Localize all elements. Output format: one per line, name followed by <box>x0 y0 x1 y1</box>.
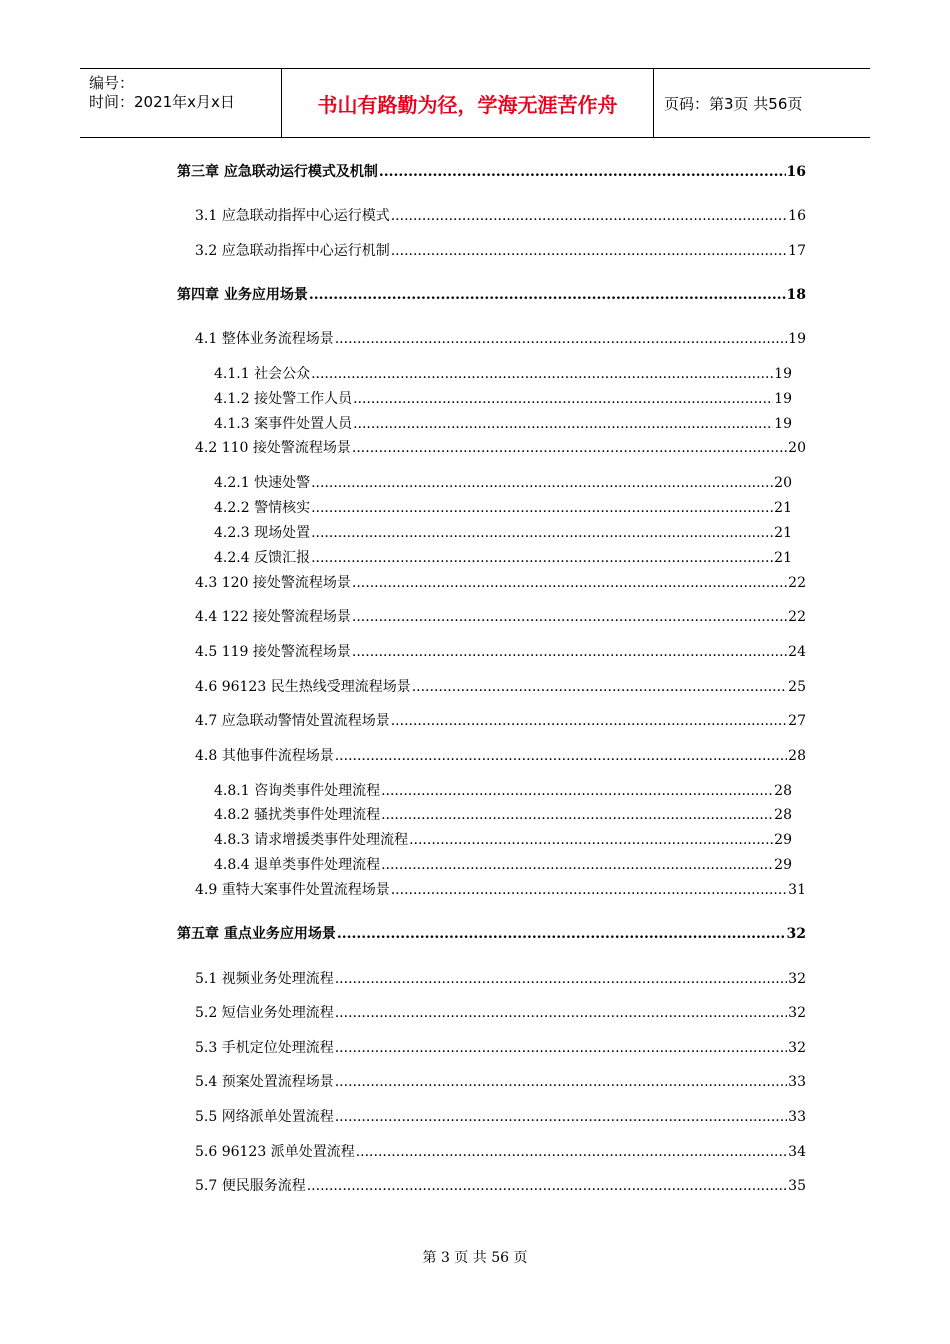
toc-leader-dots <box>335 968 787 990</box>
toc-entry-title: 4.8 其他事件流程场景 <box>195 748 334 764</box>
toc-entry-page: 22 <box>788 609 806 625</box>
toc-entry-title: 4.8.2 骚扰类事件处理流程 <box>214 807 381 823</box>
toc-entry-title: 4.2 110 接处警流程场景 <box>195 440 351 456</box>
toc-leader-dots <box>311 363 773 385</box>
toc-entry-page: 28 <box>774 807 792 823</box>
toc-entry-page: 20 <box>774 475 792 491</box>
page-header <box>80 68 870 138</box>
toc-entry-title: 4.7 应急联动警情处置流程场景 <box>195 713 390 729</box>
toc-entry-page: 19 <box>788 331 806 347</box>
toc-entry-title: 4.1.2 接处警工作人员 <box>214 391 353 407</box>
toc-entry-page: 19 <box>774 366 792 382</box>
toc-entry-title: 4.2.4 反馈汇报 <box>214 550 311 566</box>
number-label: 编号： <box>89 74 135 92</box>
toc-entry-title: 5.3 手机定位处理流程 <box>195 1040 334 1056</box>
toc-entry-page: 20 <box>788 440 806 456</box>
toc-leader-dots <box>391 240 787 262</box>
toc-leader-dots <box>311 522 773 544</box>
toc-entry[interactable] <box>214 854 792 876</box>
toc-entry[interactable] <box>195 710 806 732</box>
toc-leader-dots <box>352 641 787 663</box>
toc-entry[interactable] <box>195 572 806 594</box>
toc-entry[interactable] <box>214 388 792 410</box>
toc-leader-dots <box>409 829 773 851</box>
time-label: 时间：2021年x月x日 <box>89 93 235 111</box>
toc-entry[interactable] <box>195 676 806 698</box>
toc-entry-page: 17 <box>788 243 806 259</box>
toc-leader-dots <box>352 606 787 628</box>
toc-entry[interactable] <box>195 641 806 663</box>
toc-entry[interactable] <box>195 606 806 628</box>
toc-entry-title: 4.2.3 现场处置 <box>214 525 311 541</box>
toc-entry-title: 4.1.3 案事件处置人员 <box>214 416 353 432</box>
toc-leader-dots <box>335 1106 787 1128</box>
toc-entry-title: 4.1.1 社会公众 <box>214 366 311 382</box>
toc-entry-title: 4.2.2 警情核实 <box>214 500 311 516</box>
toc-entry[interactable] <box>195 1141 806 1163</box>
toc-leader-dots <box>391 205 787 227</box>
toc-entry[interactable] <box>214 522 792 544</box>
toc-entry-title: 5.6 96123 派单处置流程 <box>195 1144 355 1160</box>
toc-entry-page: 31 <box>788 882 806 898</box>
toc-leader-dots <box>352 437 787 459</box>
toc-entry[interactable] <box>195 240 806 262</box>
toc-leader-dots <box>335 1037 787 1059</box>
toc-leader-dots <box>335 745 787 767</box>
toc-entry-page: 29 <box>774 832 792 848</box>
toc-entry[interactable] <box>177 284 806 306</box>
toc-entry-page: 16 <box>786 164 806 180</box>
toc-leader-dots <box>311 472 773 494</box>
toc-entry-title: 4.8.1 咨询类事件处理流程 <box>214 783 381 799</box>
toc-leader-dots <box>353 388 773 410</box>
toc-entry-page: 35 <box>788 1178 806 1194</box>
toc-entry-title: 4.4 122 接处警流程场景 <box>195 609 351 625</box>
toc-entry-page: 19 <box>774 391 792 407</box>
toc-entry-title: 5.2 短信业务处理流程 <box>195 1005 334 1021</box>
toc-entry[interactable] <box>195 328 806 350</box>
toc-entry-page: 25 <box>788 679 806 695</box>
toc-leader-dots <box>309 284 786 306</box>
toc-entry-page: 21 <box>774 525 792 541</box>
header-page-info: 页码：第3页 共56页 <box>664 94 803 113</box>
toc-entry-title: 4.8.4 退单类事件处理流程 <box>214 857 381 873</box>
toc-entry[interactable] <box>195 1106 806 1128</box>
toc-entry-page: 21 <box>774 500 792 516</box>
toc-entry-title: 4.5 119 接处警流程场景 <box>195 644 351 660</box>
toc-leader-dots <box>335 1002 787 1024</box>
toc-entry[interactable] <box>214 780 792 802</box>
toc-entry-page: 34 <box>788 1144 806 1160</box>
toc-entry-page: 32 <box>788 1040 806 1056</box>
toc-entry-title: 4.2.1 快速处警 <box>214 475 311 491</box>
toc-leader-dots <box>311 497 773 519</box>
toc-leader-dots <box>337 923 786 945</box>
toc-entry[interactable] <box>195 1175 806 1197</box>
toc-entry-title: 4.6 96123 民生热线受理流程场景 <box>195 679 411 695</box>
toc-entry[interactable] <box>195 205 806 227</box>
toc-entry[interactable] <box>214 472 792 494</box>
toc-entry-title: 5.5 网络派单处置流程 <box>195 1109 334 1125</box>
toc-leader-dots <box>381 780 773 802</box>
toc-leader-dots <box>391 879 787 901</box>
toc-leader-dots <box>335 328 787 350</box>
toc-entry-title: 4.1 整体业务流程场景 <box>195 331 334 347</box>
toc-entry-title: 第三章 应急联动运行模式及机制 <box>177 164 378 180</box>
toc-entry-title: 4.8.3 请求增援类事件处理流程 <box>214 832 409 848</box>
toc-entry[interactable] <box>214 547 792 569</box>
toc-entry-title: 3.2 应急联动指挥中心运行机制 <box>195 243 390 259</box>
toc-leader-dots <box>391 710 787 732</box>
toc-entry-title: 5.4 预案处置流程场景 <box>195 1074 334 1090</box>
toc-entry-page: 27 <box>788 713 806 729</box>
toc-entry-page: 21 <box>774 550 792 566</box>
toc-entry-title: 4.3 120 接处警流程场景 <box>195 575 351 591</box>
toc-entry-title: 5.1 视频业务处理流程 <box>195 971 334 987</box>
toc-leader-dots <box>307 1175 787 1197</box>
toc-entry-page: 28 <box>788 748 806 764</box>
toc-entry[interactable] <box>195 1071 806 1093</box>
toc-entry[interactable] <box>214 413 792 435</box>
toc-entry[interactable] <box>195 1002 806 1024</box>
toc-entry[interactable] <box>214 804 792 826</box>
header-motto: 书山有路勤为径，学海无涯苦作舟 <box>282 69 654 137</box>
toc-leader-dots <box>311 547 773 569</box>
toc-entry[interactable] <box>177 161 806 183</box>
toc-entry-page: 32 <box>788 1005 806 1021</box>
toc-entry[interactable] <box>195 437 806 459</box>
toc-entry-page: 28 <box>774 783 792 799</box>
toc-entry-page: 16 <box>788 208 806 224</box>
toc-leader-dots <box>352 572 787 594</box>
toc-entry[interactable] <box>195 879 806 901</box>
toc-entry-page: 33 <box>788 1074 806 1090</box>
page-footer: 第 3 页 共 56 页 <box>422 1250 528 1266</box>
toc-entry-title: 第四章 业务应用场景 <box>177 287 308 303</box>
toc-entry[interactable] <box>214 497 792 519</box>
toc-entry-page: 32 <box>788 971 806 987</box>
toc-entry-title: 第五章 重点业务应用场景 <box>177 926 336 942</box>
toc-entry-page: 29 <box>774 857 792 873</box>
toc-entry-page: 19 <box>774 416 792 432</box>
toc-entry-page: 32 <box>786 926 806 942</box>
toc-entry-title: 5.7 便民服务流程 <box>195 1178 306 1194</box>
toc-leader-dots <box>356 1141 787 1163</box>
toc-leader-dots <box>353 413 773 435</box>
toc-entry-title: 4.9 重特大案事件处置流程场景 <box>195 882 390 898</box>
toc-leader-dots <box>381 804 773 826</box>
toc-entry[interactable] <box>195 745 806 767</box>
toc-entry[interactable] <box>214 829 792 851</box>
toc-entry-page: 24 <box>788 644 806 660</box>
toc-leader-dots <box>335 1071 787 1093</box>
toc-leader-dots <box>381 854 773 876</box>
toc-entry[interactable] <box>195 1037 806 1059</box>
toc-leader-dots <box>379 161 786 183</box>
header-meta-cell <box>80 69 282 137</box>
toc-entry[interactable] <box>177 923 806 945</box>
toc-entry-page: 18 <box>786 287 806 303</box>
toc-entry-title: 3.1 应急联动指挥中心运行模式 <box>195 208 390 224</box>
toc-entry[interactable] <box>214 363 792 385</box>
toc-entry-page: 22 <box>788 575 806 591</box>
toc-entry[interactable] <box>195 968 806 990</box>
toc-entry-page: 33 <box>788 1109 806 1125</box>
toc-leader-dots <box>412 676 787 698</box>
